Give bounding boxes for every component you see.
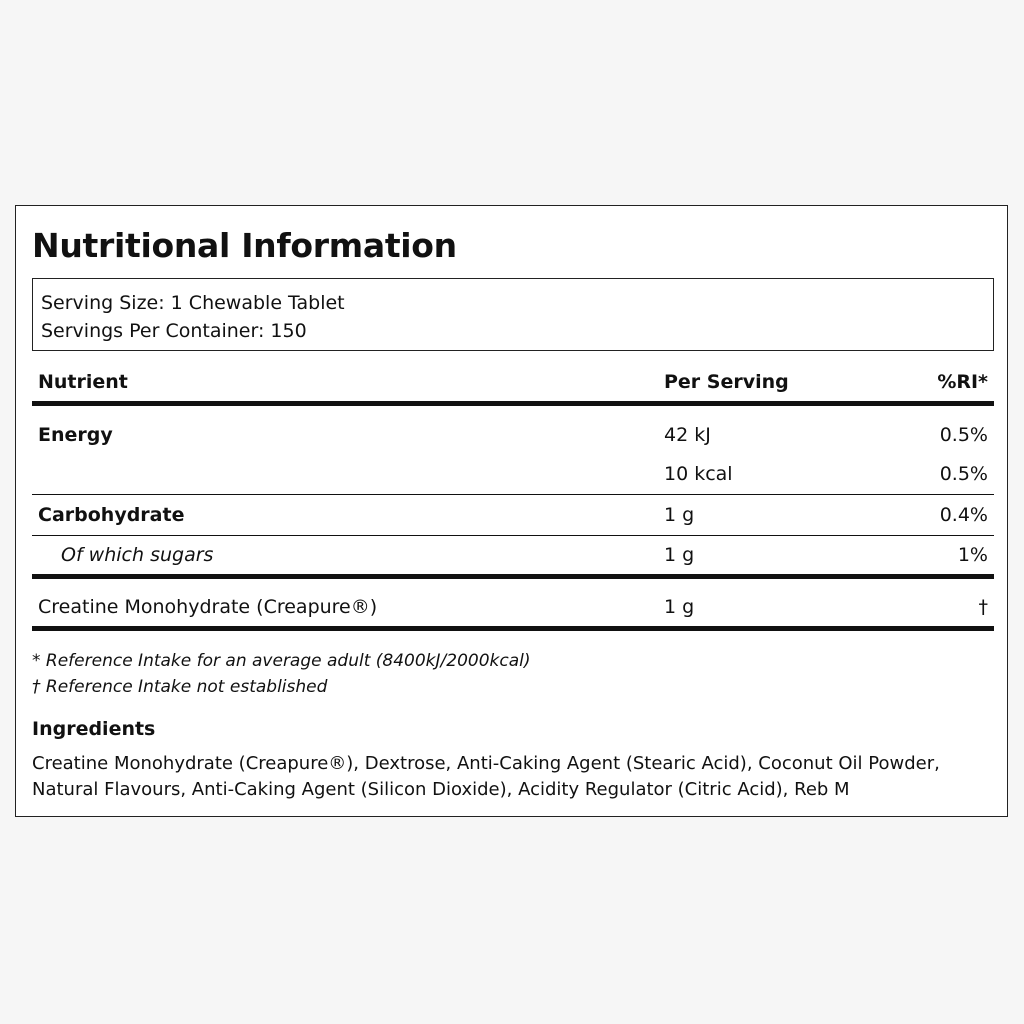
table-row-sugars [32, 536, 994, 579]
nutrient-name: Energy [38, 424, 113, 446]
serving-info-box [32, 278, 994, 351]
ingredients-text: Creatine Monohydrate (Creapure®), Dextrose, Anti-Caking Agent (Stearic Acid), Coconut Oil Powder, Natural Flavours, Anti-Caking Agent (Silicon Dioxide), Acidity Regulator (Citric Acid), Reb M [32, 753, 940, 800]
nutrient-name: Creatine Monohydrate (Creapure®) [38, 596, 378, 618]
nutrient-name: Carbohydrate [38, 504, 185, 526]
nutrition-panel [15, 205, 1008, 817]
nutrient-amount: 1 g [664, 596, 695, 618]
energy-kj-value: 42 kJ [664, 424, 711, 446]
energy-kcal-value: 10 kcal [664, 463, 733, 485]
nutrient-ri: 1% [957, 544, 988, 566]
page-title: Nutritional Information [32, 226, 457, 265]
table-row-carbohydrate [32, 495, 994, 536]
energy-kj-ri: 0.5% [939, 424, 988, 446]
header-ri: %RI* [937, 371, 988, 393]
table-row-energy [32, 406, 994, 495]
energy-kcal-ri: 0.5% [939, 463, 988, 485]
nutrient-name: Of which sugars [61, 544, 214, 566]
nutrient-amount: 1 g [664, 544, 695, 566]
table-row-creatine [32, 579, 994, 631]
table-header-row [32, 358, 994, 406]
header-per-serving: Per Serving [664, 371, 789, 393]
header-nutrient: Nutrient [38, 371, 128, 393]
footnote-reference-intake: * Reference Intake for an average adult (8400kJ/2000kcal) [32, 651, 531, 671]
nutrition-table [32, 358, 994, 631]
servings-per-container: Servings Per Container: 150 [41, 320, 307, 342]
nutrient-ri: 0.4% [939, 504, 988, 526]
nutrient-amount: 1 g [664, 504, 695, 526]
serving-size: Serving Size: 1 Chewable Tablet [41, 292, 345, 314]
footnote-not-established: † Reference Intake not established [32, 677, 328, 697]
footnotes [32, 648, 531, 700]
ingredients-heading: Ingredients [32, 718, 156, 740]
nutrient-ri: † [978, 596, 988, 618]
